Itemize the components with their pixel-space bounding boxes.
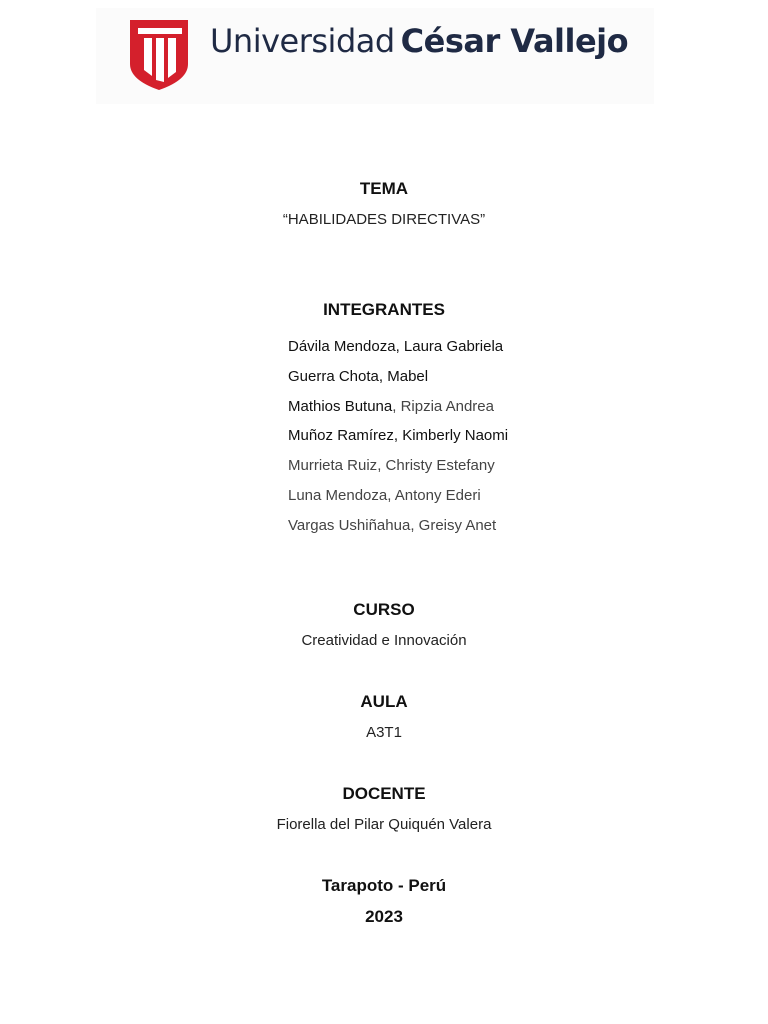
docente-heading: DOCENTE (342, 784, 426, 803)
year-line: 2023 (365, 907, 403, 926)
curso-heading: CURSO (353, 600, 415, 619)
integrantes-heading: INTEGRANTES (323, 300, 445, 319)
place-line: Tarapoto - Perú (321, 876, 447, 895)
shield-icon (130, 20, 188, 90)
tema-heading: TEMA (359, 179, 409, 198)
docente-value: Fiorella del Pilar Quiquén Valera (276, 816, 492, 833)
university-name-light: Universidad (210, 22, 395, 60)
member-item: Murrieta Ruiz, Christy Estefany (288, 457, 495, 475)
members-list (288, 332, 508, 541)
member-item: Vargas Ushiñahua, Greisy Anet (288, 516, 497, 534)
member-item: Luna Mendoza, Antony Ederi (288, 486, 481, 504)
aula-value: A3T1 (366, 724, 402, 741)
curso-value: Creatividad e Innovación (301, 632, 467, 649)
tema-value: “HABILIDADES DIRECTIVAS” (282, 211, 486, 228)
member-item: Muñoz Ramírez, Kimberly Naomi (288, 427, 509, 445)
aula-heading: AULA (360, 692, 408, 711)
university-name (210, 22, 628, 60)
university-logo (96, 8, 654, 104)
university-name-bold: César Vallejo (400, 22, 629, 60)
member-item: Mathios Butuna, Ripzia Andrea (288, 397, 494, 415)
member-item: Guerra Chota, Mabel (288, 367, 429, 385)
member-item: Dávila Mendoza, Laura Gabriela (288, 338, 504, 355)
